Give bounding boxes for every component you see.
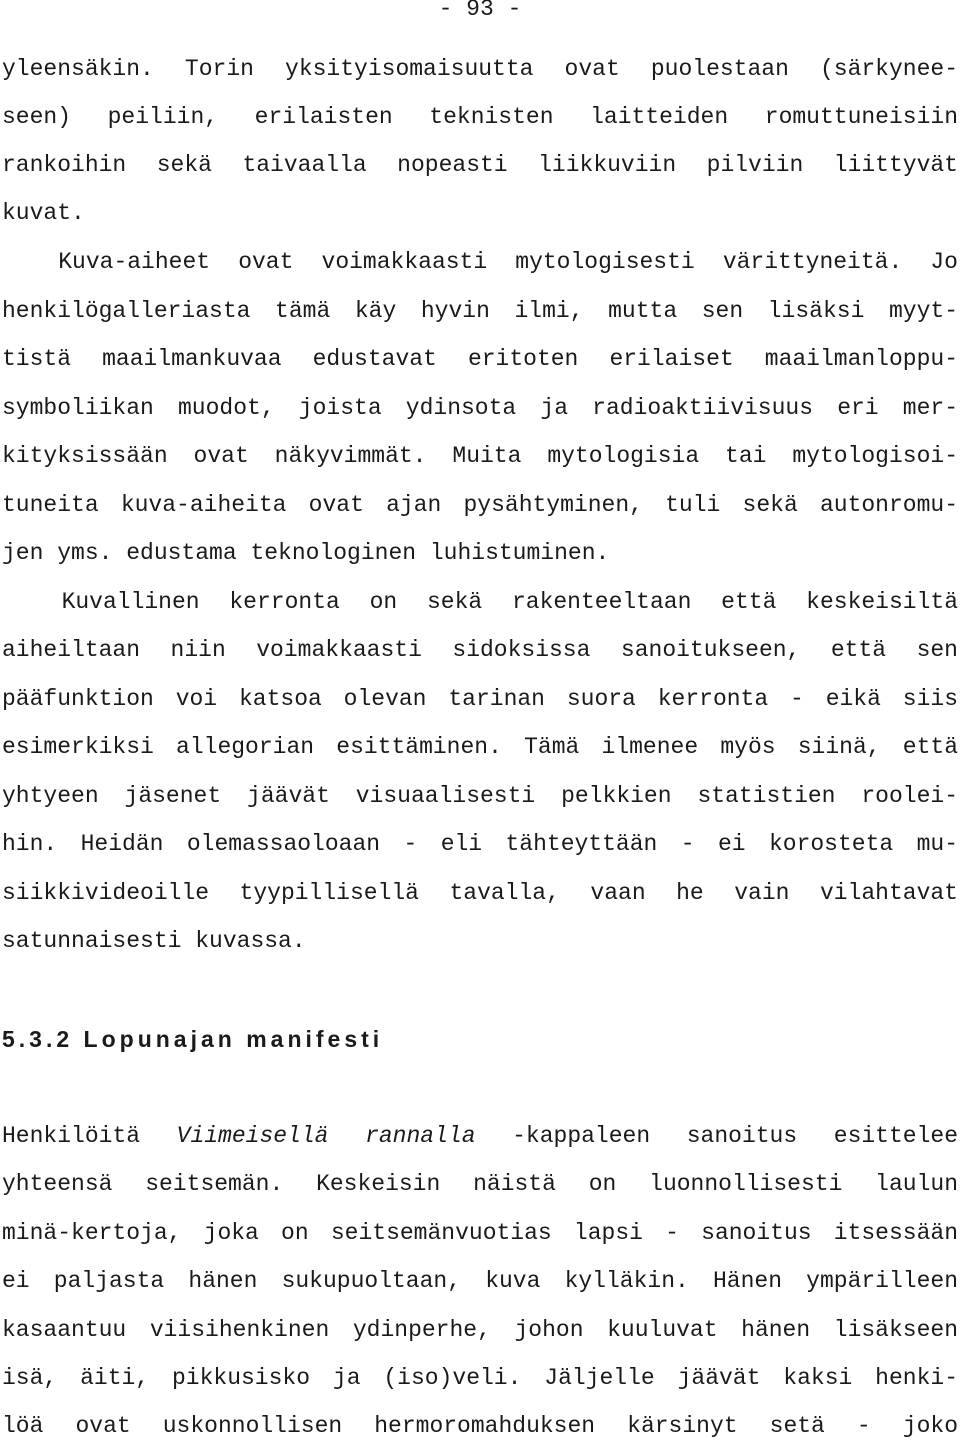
text-line: esimerkiksi allegorian esittäminen. Tämä ilmenee myös siinä, että [2, 734, 958, 760]
text-line: siikkivideoille tyypillisellä tavalla, vaan he vain vilahtavat [2, 880, 958, 906]
text-line: Kuva-aiheet ovat voimakkaasti mytologisesti värittyneitä. Jo [2, 249, 958, 275]
song-title: Viimeisellä rannalla [176, 1123, 476, 1149]
text-run: -kappaleen sanoitus esittelee [475, 1123, 958, 1149]
section-number: 5.3.2 [2, 1026, 74, 1052]
text-line: hin. Heidän olemassaoloaan - eli tähteyttään - ei korosteta mu- [2, 831, 958, 857]
text-line: rankoihin sekä taivaalla nopeasti liikkuviin pilviin liittyvät [2, 152, 958, 178]
text-run: Henkilöitä [2, 1123, 177, 1149]
text-line: Kuvallinen kerronta on sekä rakenteeltaan että keskeisiltä [2, 589, 958, 615]
text-line: kuvat. [2, 200, 85, 226]
section-heading [2, 1022, 383, 1056]
text-line: aiheiltaan niin voimakkaasti sidoksissa sanoitukseen, että sen [2, 637, 958, 663]
text-line: jen yms. edustama teknologinen luhistuminen. [2, 540, 610, 566]
text-line: tistä maailmankuvaa edustavat eritoten erilaiset maailmanloppu- [2, 346, 958, 372]
text-line: isä, äiti, pikkusisko ja (iso)veli. Jäljelle jäävät kaksi henki- [2, 1365, 958, 1391]
text-line [2, 1119, 958, 1153]
text-line: henkilögalleriasta tämä käy hyvin ilmi, mutta sen lisäksi myyt- [2, 298, 958, 324]
text-line: pääfunktion voi katsoa olevan tarinan suora kerronta - eikä siis [2, 686, 958, 712]
text-line: ei paljasta hänen sukupuoltaan, kuva kylläkin. Hänen ympärilleen [2, 1268, 958, 1294]
text-line: satunnaisesti kuvassa. [2, 928, 306, 954]
text-line: yhteensä seitsemän. Keskeisin näistä on luonnollisesti laulun [2, 1171, 958, 1197]
text-line: seen) peiliin, erilaisten teknisten laitteiden romuttuneisiin [2, 104, 958, 130]
page-number: - 93 - [438, 0, 522, 22]
section-title: Lopunajan manifesti [83, 1026, 384, 1052]
text-line: kasaantuu viisihenkinen ydinperhe, johon kuuluvat hänen lisäkseen [2, 1317, 958, 1343]
text-line: symboliikan muodot, joista ydinsota ja radioaktiivisuus eri mer- [2, 395, 958, 421]
text-line: yhtyeen jäsenet jäävät visuaalisesti pelkkien statistien roolei- [2, 783, 958, 809]
text-line: minä-kertoja, joka on seitsemänvuotias lapsi - sanoitus itsessään [2, 1220, 958, 1246]
text-line: kityksissään ovat näkyvimmät. Muita mytologisia tai mytologisoi- [2, 443, 958, 469]
text-line: tuneita kuva-aiheita ovat ajan pysähtyminen, tuli sekä autonromu- [2, 492, 958, 518]
text-line: yleensäkin. Torin yksityisomaisuutta ovat puolestaan (särkynee- [2, 56, 958, 82]
text-line: löä ovat uskonnollisen hermoromahduksen kärsinyt setä - joko [2, 1413, 958, 1439]
